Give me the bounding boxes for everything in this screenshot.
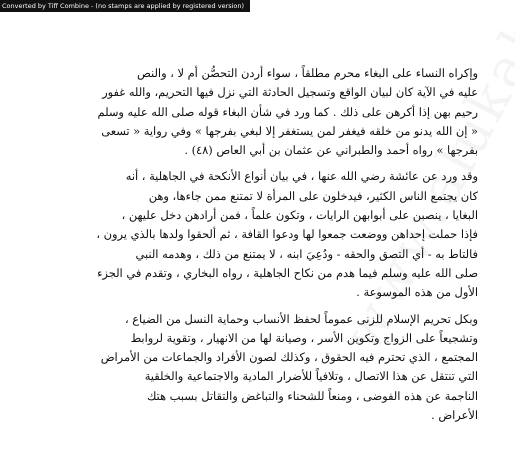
text-line: عليه في الآية كان لبيان الواقع وتسجيل الحادثة التي نزل فيها التحريم، والله غفور: [102, 85, 478, 100]
text-line: الأعراض .: [431, 408, 478, 423]
text-line: فالتاط به - أي التصق والحقه - ودُعِيَ ابنه ، لا يمتنع من ذلك ، وهدمه النبي: [135, 246, 478, 261]
converter-banner: Converted by Tiff Combine - (no stamps are applied by registered version): [0, 0, 250, 12]
text-line: وتشجيعاً على الزواج وتكوين الأسر ، وصيانة لها من الانهيار ، وتقوية لروابط: [130, 330, 478, 345]
paragraph-2: [96, 167, 478, 302]
text-line: « إن الله يدنو من خلقه فيغفر لمن يستغفر إلا لبغي بفرجها » وفي رواية « تسعى: [101, 123, 478, 138]
paragraph-1: [96, 64, 478, 160]
text-line: بفرجها » رواه أحمد والطبراني عن عثمان بن أبي العاص (٤٨) .: [184, 143, 478, 158]
text-line: التي تنتقل عن هذا الاتصال ، وتلافياً للأضرار المادية والاجتماعية والخلقية: [144, 369, 478, 384]
text-line: الأول من هذه الموسوعة .: [356, 285, 478, 300]
text-line: فإذا حملت إحداهن ووضعت جمعوا لها ودعوا القافة ، ثم ألحقوا ولدها بالذي يرون ،: [96, 227, 478, 242]
text-line: وإكراه النساء على البغاء محرم مطلقاً ، سواء أردن التحصُّن أم لا ، والنص: [137, 66, 478, 80]
text-line: كان يجتمع الناس الكثير، فيدخلون على المرأة لا تمتنع ممن جاءها، وهن: [148, 188, 478, 203]
text-line: وبكل تحريم الإسلام للزنى عموماً لحفظ الأنساب وحماية النسل من الضياع ،: [124, 311, 478, 326]
text-line: البغايا ، ينصبن على أبوابهن الرايات ، وتكون علماً ، فمن أرادهن دخل عليهن ،: [121, 208, 478, 223]
text-line: الناجمة عن هذه الفوضى ، ومنعاً للشحناء والتباغض والتقاتل بسبب هتك: [146, 388, 478, 403]
text-line: المجتمع ، الذي تحترم فيه الحقوق ، وكذلك لصون الأفراد والجماعات من الأمراض: [100, 350, 478, 365]
document-page: [96, 64, 478, 425]
text-line: وقد ورد عن عائشة رضي الله عنها ، في بيان أنواع الأنكحة في الجاهلية ، أنه: [125, 169, 478, 184]
text-line: رحيم بهن إذا أكرهن على ذلك . كما ورد في شأن البغاء قوله صلى الله عليه وسلم: [97, 104, 478, 119]
paragraph-3: [96, 310, 478, 426]
text-line: صلى الله عليه وسلم فيما هدم من نكاح الجاهلية ، رواه البخاري ، وتقدم في الجزء: [97, 265, 478, 280]
